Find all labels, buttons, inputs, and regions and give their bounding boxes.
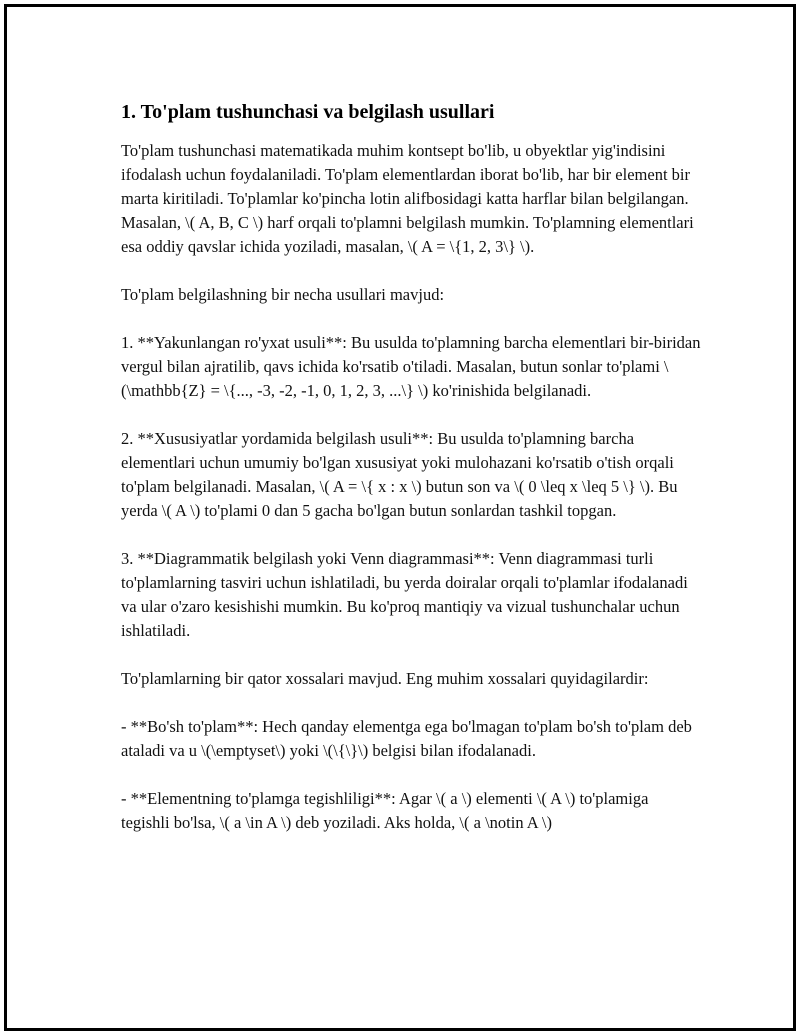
paragraph-intro: To'plam tushunchasi matematikada muhim kontsept bo'lib, u obyektlar yig'indisini ifodalash uchun foydalaniladi. To'plam elementlardan iborat bo'lib, har bir element bir marta kiritiladi. To'plamlar ko'pincha lotin alifbosidagi katta harflar bilan belgilangan. Masalan, \( A, B, C \) harf orqali to'plamni belgilash mumkin. To'plamning elementlari esa oddiy qavslar ichida yoziladi, masalan, \( A = \{1, 2, 3\} \). <box>121 141 694 256</box>
paragraph-methods-intro: To'plam belgilashning bir necha usullari mavjud: <box>121 285 445 304</box>
paragraph-properties-intro: To'plamlarning bir qator xossalari mavjud. Eng muhim xossalari quyidagilardir: <box>121 669 649 688</box>
page-frame <box>4 4 796 1031</box>
paragraph-membership: - **Elementning to'plamga tegishliligi**: Agar \( a \) elementi \( A \) to'plamiga tegishli bo'lsa, \( a \in A \) deb yoziladi. Aks holda, \( a \notin A \) <box>121 789 649 832</box>
paragraph-empty-set: - **Bo'sh to'plam**: Hech qanday elementga ega bo'lmagan to'plam bo'sh to'plam deb ataladi va u \(\emptyset\) yoki \(\{\}\) belgisi bilan ifodalanadi. <box>121 717 692 760</box>
document-body <box>121 99 701 859</box>
paragraph-method-1: 1. **Yakunlangan ro'yxat usuli**: Bu usulda to'plamning barcha elementlari bir-biridan vergul bilan ajratilib, qavs ichida ko'rsatib o'tiladi. Masalan, butun sonlar to'plami \(\mathbb{Z} = \{..., -3, -2, -1, 0, 1, 2, 3, ...\} \) ko'rinishida belgilanadi. <box>121 333 701 400</box>
paragraph-method-2: 2. **Xususiyatlar yordamida belgilash usuli**: Bu usulda to'plamning barcha elementlari uchun umumiy bo'lgan xususiyat yoki mulohazani ko'rsatib o'tish orqali to'plam belgilanadi. Masalan, \( A = \{ x : x \) butun son va \( 0 \leq x \leq 5 \} \). Bu yerda \( A \) to'plami 0 dan 5 gacha bo'lgan butun sonlardan tashkil topgan. <box>121 429 678 520</box>
section-heading: 1. To'plam tushunchasi va belgilash usullari <box>121 101 495 123</box>
paragraph-method-3: 3. **Diagrammatik belgilash yoki Venn diagrammasi**: Venn diagrammasi turli to'plamlarning tasviri uchun ishlatiladi, bu yerda doiralar orqali to'plamlar ifodalanadi va ular o'zaro kesishishi mumkin. Bu ko'proq mantiqiy va vizual tushunchalar uchun ishlatiladi. <box>121 549 688 640</box>
